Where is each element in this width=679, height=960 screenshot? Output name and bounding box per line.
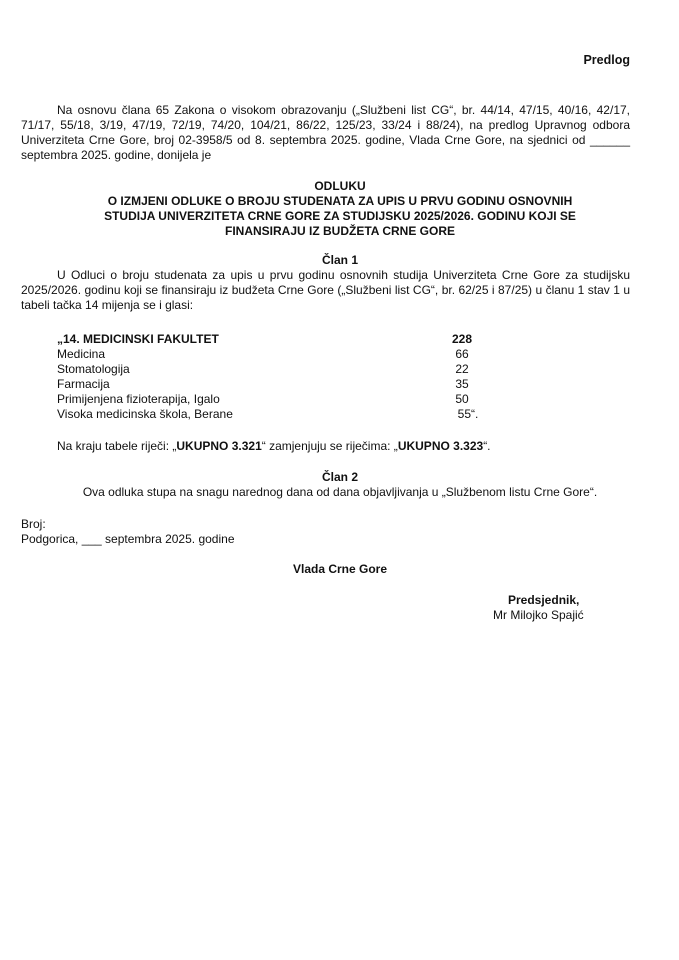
proposal-label: Predlog [583,53,630,67]
table-row [57,332,477,347]
article-2-text: Ova odluka stupa na snagu narednog dana od dana objavljivanja u „Službenom listu Crne Gore“. [82,485,598,499]
table-row-name: Farmacija [57,377,110,391]
closing-new-total: UKUPNO 3.323 [397,439,484,453]
table-row-name: Visoka medicinska škola, Berane [57,407,233,421]
table-row-value: 66 [455,347,469,361]
table-row-name: Stomatologija [57,362,130,376]
table-row-name: „14. MEDICINSKI FAKULTET [57,332,219,346]
closing-old-total: UKUPNO 3.321 [176,439,262,453]
decision-title-line1: ODLUKU [314,179,366,193]
table-row [57,377,477,392]
article-1-text: U Odluci o broju studenata za upis u prvu godinu osnovnih studija Univerziteta Crne Gore za studijsku 2025/2026. godinu koji se finansiraju iz budžeta Crne Gore („Službeni list CG“, br. 62/25 i 87/25) u članu 1 stav 1 u tabeli tačka 14 mijenja se i glasi: [21,268,630,312]
table-row-name: Primijenjena fizioterapija, Igalo [57,392,220,406]
table-row-name: Medicina [57,347,106,361]
preamble-paragraph: Na osnovu člana 65 Zakona o visokom obrazovanju („Službeni list CG“, br. 44/14, 47/15, 40/16, 42/17, 71/17, 55/18, 3/19, 47/19, 72/19, 74/20, 104/21, 86/22, 125/23, 33/24 i 88/24), na predlog Upravnog odbora Univerziteta Crne Gore, broj 02-3958/5 od 8. septembra 2025. godine, Vlada Crne Gore, na sjednici od ______ septembra 2025. godine, donijela je [21,103,630,162]
closing-mid: “ zamjenjuju se riječima: „ [261,439,398,453]
signatory-role: Predsjednik, [508,593,580,607]
article-1-heading: Član 1 [321,253,358,267]
article-1-closing [57,439,491,454]
table-row [57,347,477,362]
decision-title-line2: O IZMJENI ODLUKE O BROJU STUDENATA ZA UPIS U PRVU GODINU OSNOVNIH [107,194,573,208]
decision-title-line4: FINANSIRAJU IZ BUDŽETA CRNE GORE [224,224,455,238]
table-row [57,407,477,422]
table-row-value: 50 [455,392,469,406]
article-2-heading: Član 2 [321,470,358,484]
decision-title-line3: STUDIJA UNIVERZITETA CRNE GORE ZA STUDIJSKU 2025/2026. GODINU KOJI SE [104,209,576,223]
document-number-label: Broj: [21,517,46,531]
closing-suffix: “. [483,439,491,453]
place-date: Podgorica, ___ septembra 2025. godine [21,532,235,546]
table-row-value: 228 [451,332,473,346]
decision-title [40,179,640,239]
signatory-name: Mr Milojko Spajić [493,608,584,622]
table-row-value: 35 [455,377,469,391]
table-row-value: 55“. [457,407,479,421]
table-row [57,392,477,407]
table-row [57,362,477,377]
government-name: Vlada Crne Gore [292,562,388,576]
table-row-value: 22 [455,362,469,376]
closing-prefix: Na kraju tabele riječi: „ [57,439,177,453]
